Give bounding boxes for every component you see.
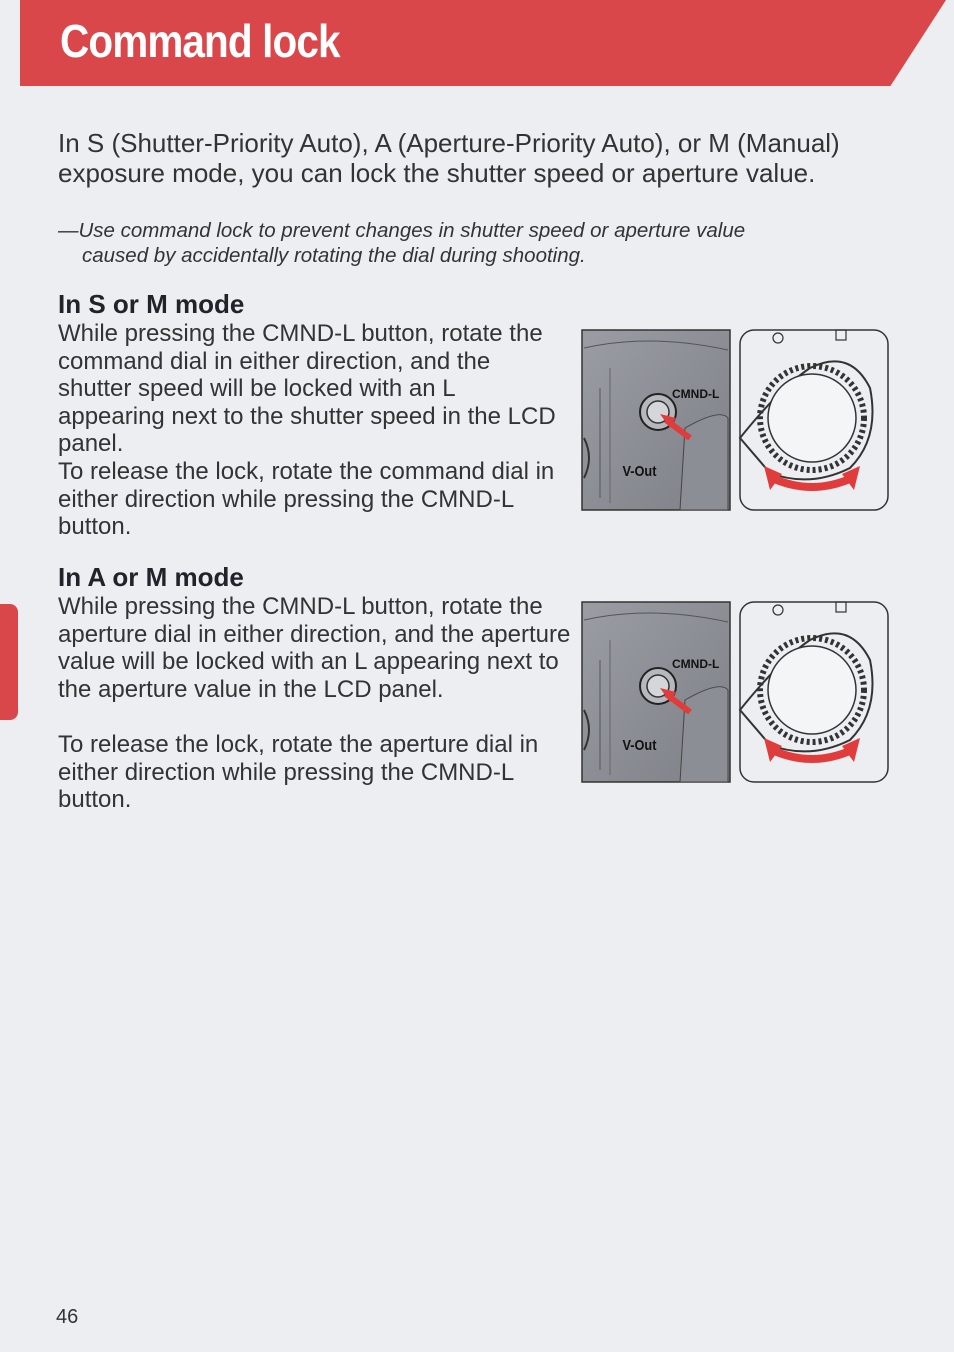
note-line-1: —Use command lock to prevent changes in shutter speed or aperture value [58,219,746,242]
page-title: Command lock [60,15,340,67]
section-s-or-m-paragraph-1: While pressing the CMND-L button, rotate the command dial in either direction, and the shutter speed will be locked with an L appearing next to the shutter speed in the LCD panel. [58,320,556,458]
intro-note [58,218,888,268]
section-a-or-m-paragraph-1: While pressing the CMND-L button, rotate the aperture dial in either direction, and the aperture value will be locked with an L appearing next to the aperture value in the LCD panel. [58,593,571,703]
v-out-figure-label: V-Out [622,461,657,480]
intro-text: In S (Shutter-Priority Auto), A (Aperture-Priority Auto), or M (Manual) exposure mode, you can lock the shutter speed or aperture value. [58,128,840,188]
command-dial-illustration [580,328,890,512]
section-a-or-m-paragraph-2: To release the lock, rotate the aperture dial in either direction while pressing the CMND-L button. [58,731,539,814]
v-out-figure-label: V-Out [622,735,657,754]
cmnd-l-figure-label: CMND-L [672,657,720,671]
cmnd-l-figure-label: CMND-L [672,387,720,401]
section-s-or-m-paragraph-2: To release the lock, rotate the command dial in either direction while pressing the CMND-L button. [58,458,555,541]
aperture-dial-illustration [580,600,890,784]
page-number: 46 [56,1306,79,1328]
section-heading-s-or-m: In S or M mode [58,289,245,319]
section-heading-a-or-m: In A or M mode [58,562,244,592]
section-tab-marker [0,604,18,720]
note-line-2: caused by accidentally rotating the dial during shooting. [82,244,586,267]
